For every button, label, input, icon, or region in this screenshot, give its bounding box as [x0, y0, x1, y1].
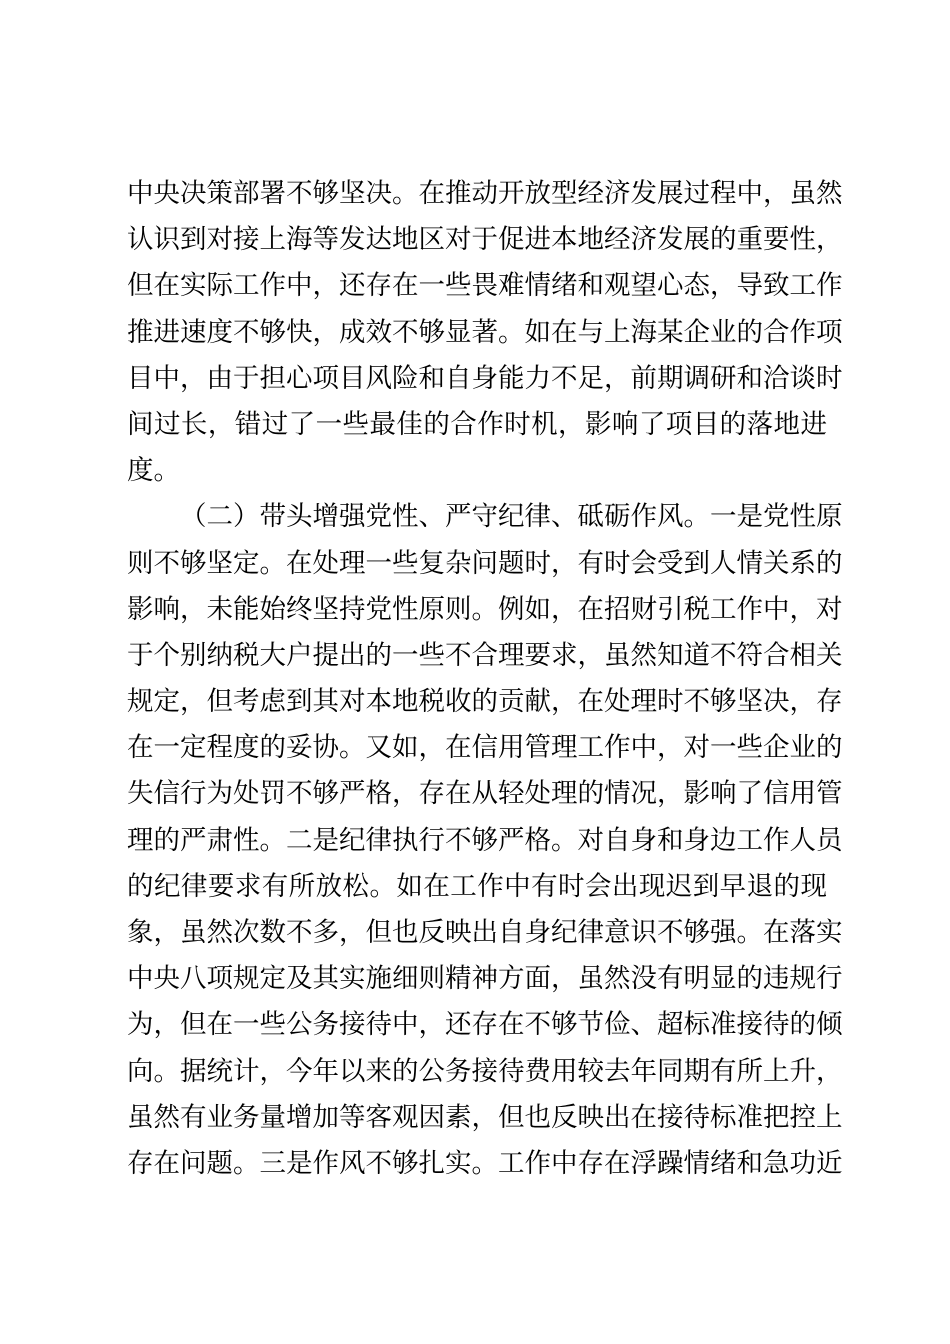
text-line: 虽然有业务量增加等客观因素，但也反映出在接待标准把控上: [127, 1101, 843, 1133]
text-line: 向。据统计，今年以来的公务接待费用较去年同期有所上升，: [127, 1055, 843, 1087]
text-line: 理的严肃性。二是纪律执行不够严格。对自身和身边工作人员: [127, 824, 843, 856]
text-line: 间过长，错过了一些最佳的合作时机，影响了项目的落地进: [127, 408, 827, 440]
text-line: 推进速度不够快，成效不够显著。如在与上海某企业的合作项: [127, 316, 843, 348]
text-line: 度。: [127, 455, 180, 487]
section-heading-line: （二）带头增强党性、严守纪律、砥砺作风。一是党性原: [180, 501, 843, 533]
text-line: 存在问题。三是作风不够扎实。工作中存在浮躁情绪和急功近: [127, 1147, 843, 1179]
text-line: 目中，由于担心项目风险和自身能力不足，前期调研和洽谈时: [127, 362, 843, 394]
text-line: 失信行为处罚不够严格，存在从轻处理的情况，影响了信用管: [127, 778, 843, 810]
body-text: [127, 171, 843, 1187]
text-line: 则不够坚定。在处理一些复杂问题时，有时会受到人情关系的: [127, 547, 843, 579]
text-line: 认识到对接上海等发达地区对于促进本地经济发展的重要性，: [127, 224, 843, 256]
text-line: 于个别纳税大户提出的一些不合理要求，虽然知道不符合相关: [127, 639, 843, 671]
text-line: 为，但在一些公务接待中，还存在不够节俭、超标准接待的倾: [127, 1009, 843, 1041]
text-line: 影响，未能始终坚持党性原则。例如，在招财引税工作中，对: [127, 593, 843, 625]
text-line: 中央八项规定及其实施细则精神方面，虽然没有明显的违规行: [127, 963, 843, 995]
text-line: 规定，但考虑到其对本地税收的贡献，在处理时不够坚决，存: [127, 686, 843, 718]
text-line: 中央决策部署不够坚决。在推动开放型经济发展过程中，虽然: [127, 178, 843, 209]
text-line: 的纪律要求有所放松。如在工作中有时会出现迟到早退的现: [127, 870, 827, 902]
text-line: 在一定程度的妥协。又如，在信用管理工作中，对一些企业的: [127, 732, 843, 764]
text-line: 但在实际工作中，还存在一些畏难情绪和观望心态，导致工作: [127, 270, 843, 302]
text-line: 象，虽然次数不多，但也反映出自身纪律意识不够强。在落实: [127, 917, 843, 948]
